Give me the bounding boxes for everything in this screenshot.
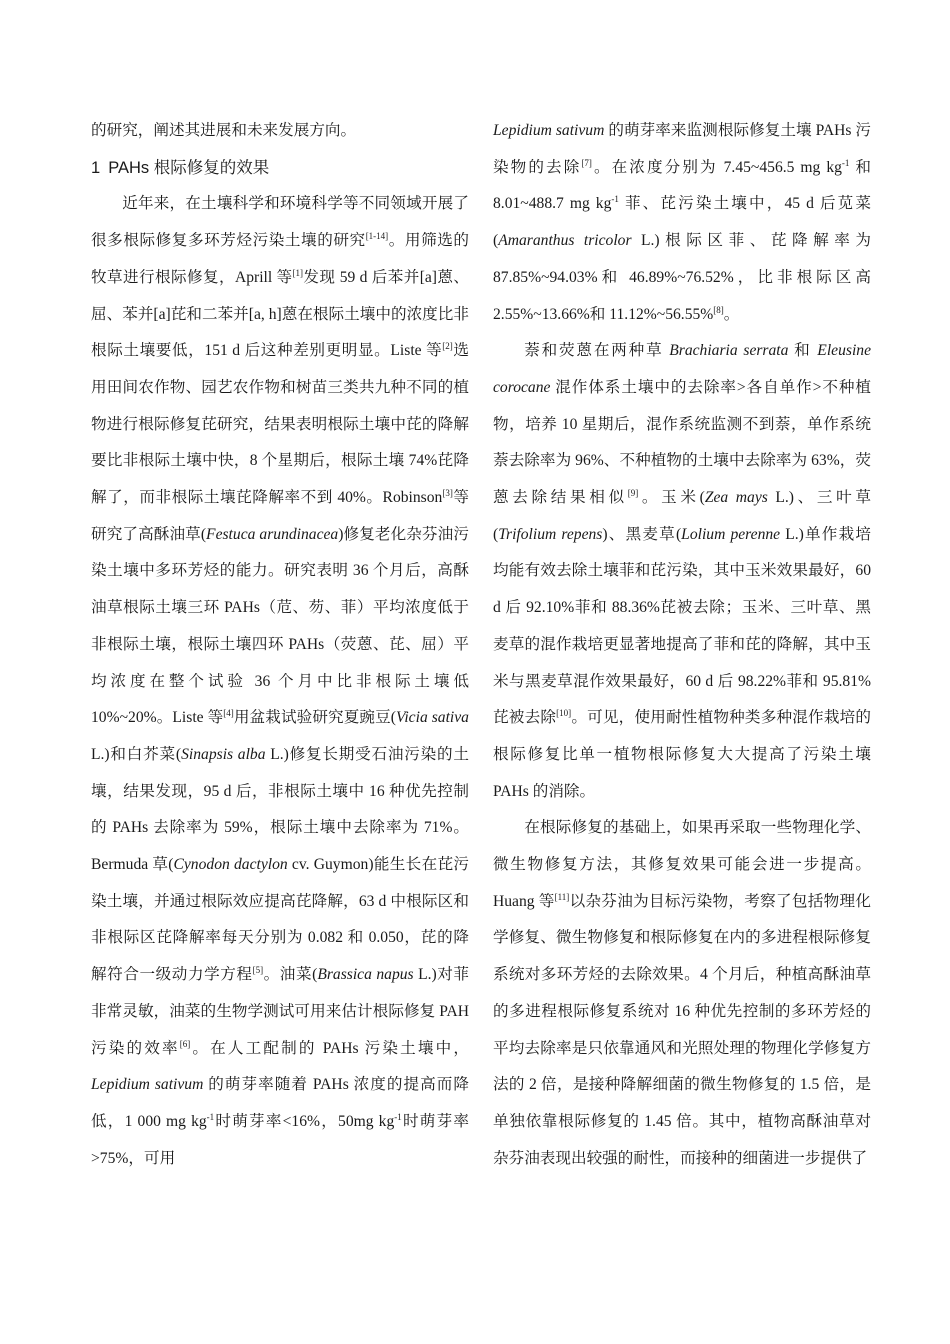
text-run: )修复老化杂芬油污染土壤中多环芳烃的能力。研究表明 36 个月后，高酥油草根际土壤三环 PAHs（苊、芴、菲）平均浓度低于非根际土壤，根际土壤四环 PAHs（荧蒽、芘、屈）平均浓度在整个试验 36 个月中比非根际土壤低 10%~20%。Liste 等 (91, 525, 469, 727)
text-run: 。在浓度分别为 7.45~456.5 mg kg (591, 158, 842, 176)
text-run: 近年来，在土壤科学和环境科学等不同领域开展了很多根际修复多环芳烃污染土壤的研究 (91, 195, 469, 250)
text-run: 时萌芽率<16%，50mg kg (214, 1112, 395, 1130)
left-column (91, 113, 469, 1177)
species-name: Amaranthus tricolor (498, 232, 632, 250)
citation: [5] (252, 964, 264, 975)
text-run: cv. Guymon)能生长在芘污染土壤，并通过根际效应提高芘降解，63 d 中根际区和非根际区芘降解率每天分别为 0.082 和 0.050，芘的降解符合一级动力学方程 (91, 856, 469, 984)
unit-exponent: -1 (394, 1111, 402, 1122)
text-run: 。可见，使用耐性植物种类多种混作栽培的根际修复比单一植物根际修复大大提高了污染土壤 PAHs 的消除。 (493, 709, 871, 800)
species-name: Festuca arundinacea (206, 525, 339, 543)
text-run: 。 (723, 305, 740, 323)
text-run: 。用筛选的牧草进行根际修复，Aprill 等 (91, 232, 469, 286)
citation: [9] (627, 487, 639, 498)
text-run: 和 (788, 342, 818, 360)
paragraph-3 (493, 810, 871, 1177)
citation: [2] (442, 341, 453, 352)
species-name: Lolium perenne (681, 525, 781, 543)
section-heading (91, 150, 469, 187)
text-run: 用盆栽试验研究夏豌豆( (233, 709, 396, 727)
text-run: L.)、三叶草( (493, 489, 871, 543)
section-title: PAHs 根际修复的效果 (108, 158, 270, 177)
text-run: L.)修复长期受石油污染的土壤，结果发现，95 d 后，非根际土壤中 16 种优先控制的 PAHs 去除率为 59%，根际土壤中去除率为 71%。Bermuda 草( (91, 745, 470, 874)
species-name: Lepidium sativum (493, 122, 605, 139)
citation: [8] (713, 304, 724, 315)
text-run: 的萌芽率来监测根际修复土壤 PAHs 污染物的去除 (493, 122, 871, 176)
species-name: Brassica napus (317, 966, 414, 984)
text-run: 的萌芽率随着 PAHs 浓度的提高而降低，1 000 mg kg (91, 1076, 470, 1130)
species-name: Vicia sativa (395, 709, 469, 727)
species-name: Cynodon dactylon (173, 856, 288, 874)
text-run: 菲、芘污染土壤中，45 d 后苋菜( (493, 195, 871, 250)
text-run: 和 8.01~488.7 mg kg (493, 158, 871, 213)
species-name: Brachiaria serrata (669, 342, 789, 360)
citation: [3] (442, 487, 453, 498)
unit-exponent: -1 (841, 157, 850, 168)
intro-tail: 的研究，阐述其进展和未来发展方向。 (91, 122, 357, 139)
paragraph-1-continued (493, 113, 871, 333)
text-run: 混作体系土壤中的去除率>各自单作>不种植物，培养 10 星期后，混作系统监测不到萘，单作系统萘去除率为 96%、不种植物的土壤中去除率为 63%，荧蒽去除结果相似 (493, 378, 871, 507)
species-name: Zea mays (704, 489, 768, 507)
text-run: )、黑麦草( (602, 525, 682, 543)
right-column (493, 113, 871, 1177)
citation: [6] (179, 1038, 191, 1049)
text-run: L.)和白芥菜( (91, 745, 182, 763)
unit-exponent: -1 (611, 194, 619, 205)
citation: [11] (554, 891, 570, 902)
citation: [10] (556, 708, 572, 719)
text-run: 萘和荧蒽在两种草 (524, 342, 670, 360)
text-run: L.)单作栽培均能有效去除土壤菲和芘污染，其中玉米效果最好，60 d 后 92.10%菲和 88.36%芘被去除；玉米、三叶草、黑麦草的混作栽培更显著地提高了菲和芘的降解，其中玉米与黑麦草混作效果最好，60 d 后 98.22%菲和 95.81%芘被去除 (493, 525, 871, 727)
text-run: L.)对菲非常灵敏，油菜的生物学测试可用来估计根际修复 PAH 污染的效率 (91, 966, 469, 1057)
citation: [4] (223, 708, 234, 719)
section-number: 1 (91, 158, 101, 177)
paragraph-2 (493, 333, 871, 810)
text-run: 。油菜( (263, 966, 318, 984)
text-run: 等研究了高酥油草( (91, 489, 469, 543)
species-name: Eleusine corocane (493, 342, 871, 396)
text-run: 发现 59 d 后苯并[a]蒽、屈、苯并[a]芘和二苯并[a, h]蒽在根际土壤中的浓度比非根际土壤要低，151 d 后这种差别更明显。Liste 等 (91, 268, 469, 360)
unit-exponent: -1 (206, 1111, 215, 1122)
species-name: Lepidium sativum (91, 1076, 204, 1094)
text-run: 。玉米( (638, 489, 705, 507)
citation: [1-14] (365, 230, 389, 241)
text-run: 以杂芬油为目标污染物，考察了包括物理化学修复、微生物修复和根际修复在内的多进程根际修复系统对多环芳烃的去除效果。4 个月后，种植高酥油草的多进程根际修复系统对 16 种优先控制的多环芳烃的平均去除率是只依靠通风和光照处理的物理化学修复方法的 2 倍，是接种降解细菌的微生物修复的 1.5 倍，是单独依靠根际修复的 1.45 倍。其中，植物高酥油草对杂芬油表现出较强的耐性，而接种的细菌进一步提供了 (493, 892, 871, 1167)
species-name: Trifolium repens (498, 525, 603, 543)
text-run: L.)根际区菲、芘降解率为 87.85%~94.03%和 46.89%~76.52%，比非根际区高 2.55%~13.66%和 11.12%~56.55% (493, 232, 872, 323)
citation: [7] (581, 157, 592, 168)
citation: [1] (292, 267, 304, 278)
species-name: Sinapsis alba (181, 745, 266, 763)
text-run: 在根际修复的基础上，如果再采取一些物理化学、微生物修复方法，其修复效果可能会进一步提高。Huang 等 (493, 819, 871, 910)
text-run: 。在人工配制的 PAHs 污染土壤中， (190, 1039, 469, 1057)
text-run: 选用田间农作物、园艺农作物和树苗三类共九种不同的植物进行根际修复芘研究，结果表明根际土壤中芘的降解要比非根际土壤中快，8 个星期后，根际土壤 74%芘降解了，而非根际土壤芘降解率不到 40%。Robinson (91, 342, 469, 507)
paragraph-1 (91, 186, 469, 1177)
text-run: 时萌芽率>75%，可用 (91, 1112, 470, 1167)
